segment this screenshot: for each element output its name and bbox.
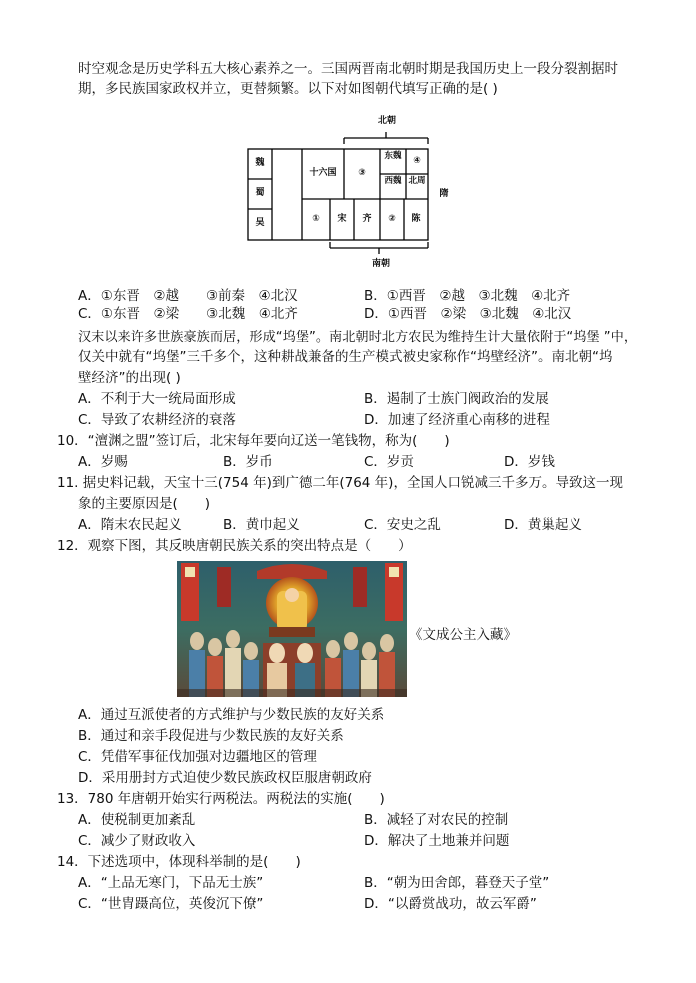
cell-song: 宋	[337, 214, 347, 224]
q11-stem-line1: 11. 据史料记载，天宝十三(754 年)到广德二年(764 年)，全国人口锐减三千多万。导致这一现	[57, 475, 623, 491]
cell-blank-4: ④	[413, 156, 421, 166]
q-wubi-stem-line1: 汉末以来许多世族豪族而居，形成“坞堡”。南北朝时北方农民为维持生计大量依附于“坞堡 ”中，	[78, 330, 638, 345]
q9-option-a[interactable]: A．①东晋 ②越 ③前秦 ④北汉	[78, 288, 298, 304]
q10-option-b[interactable]: B．岁币	[223, 454, 273, 470]
cell-blank-2: ②	[388, 214, 396, 224]
q11-option-c[interactable]: C．安史之乱	[364, 517, 441, 533]
q9-option-b[interactable]: B．①西晋 ②越 ③北魏 ④北齐	[364, 288, 571, 304]
q13-option-c[interactable]: C．减少了财政收入	[78, 833, 196, 849]
q10-stem: 10．“澶渊之盟”签订后，北宋每年要向辽送一笔钱物，称为( )	[57, 433, 450, 449]
q12-option-c[interactable]: C．凭借军事征伐加强对边疆地区的管理	[78, 749, 317, 765]
cell-wu: 吴	[255, 218, 265, 228]
q9-option-d[interactable]: D．①西晋 ②梁 ③北魏 ④北汉	[364, 306, 572, 322]
q9-stem-line2: 期，多民族国家政权并立，更替频繁。以下对如图朝代填写正确的是( )	[78, 81, 498, 97]
q13-stem: 13．780 年唐朝开始实行两税法。两税法的实施( )	[57, 791, 385, 807]
q14-option-c[interactable]: C．“世胄蹑高位，英俊沉下僚”	[78, 896, 264, 912]
q12-option-b[interactable]: B．通过和亲手段促进与少数民族的友好关系	[78, 728, 344, 744]
south-dynasties-label: 南朝	[371, 259, 390, 269]
cell-bei-zhou: 北周	[408, 176, 426, 186]
cell-blank-3: ③	[358, 168, 366, 178]
q14-option-a[interactable]: A．“上品无寒门，下品无士族”	[78, 875, 264, 891]
cell-shu: 蜀	[255, 188, 265, 198]
q11-option-a[interactable]: A．隋末农民起义	[78, 517, 182, 533]
painting-caption: 《文成公主入藏》	[409, 627, 517, 643]
cell-sixteen-kingdoms: 十六国	[309, 168, 337, 178]
q9-stem-line1: 时空观念是历史学科五大核心素养之一。三国两晋南北朝时期是我国历史上一段分裂割据时	[78, 61, 618, 77]
q12-stem: 12．观察下图，其反映唐朝民族关系的突出特点是（ ）	[57, 538, 412, 554]
cell-qi: 齐	[362, 214, 372, 224]
dynasty-diagram	[236, 108, 466, 276]
q14-stem: 14．下述选项中，体现科举制的是( )	[57, 854, 301, 870]
cell-sui: 隋	[439, 189, 449, 199]
q14-option-d[interactable]: D．“以爵赏战功，故云军爵”	[364, 896, 537, 912]
q13-option-a[interactable]: A．使税制更加紊乱	[78, 812, 196, 828]
q-wubi-option-a[interactable]: A．不利于大一统局面形成	[78, 391, 236, 407]
princess-wencheng-painting	[177, 561, 407, 697]
q9-option-c[interactable]: C．①东晋 ②梁 ③北魏 ④北齐	[78, 306, 298, 322]
cell-wei: 魏	[255, 158, 265, 168]
q11-stem-line2: 象的主要原因是( )	[78, 496, 211, 512]
cell-xi-wei: 西魏	[384, 176, 402, 186]
cell-dong-wei: 东魏	[384, 151, 402, 161]
q-wubi-stem-line3: 壁经济”的出现( )	[78, 370, 181, 386]
q10-option-a[interactable]: A．岁赐	[78, 454, 128, 470]
q13-option-b[interactable]: B．减轻了对农民的控制	[364, 812, 509, 828]
q-wubi-stem-line2: 仅关中就有“坞堡”三千多个，这种耕战兼备的生产模式被史家称作“坞壁经济”。南北朝“坞	[78, 349, 613, 365]
north-dynasties-label: 北朝	[377, 116, 396, 126]
q-wubi-option-b[interactable]: B．遏制了士族门阀政治的发展	[364, 391, 549, 407]
q13-option-d[interactable]: D．解决了土地兼并问题	[364, 833, 510, 849]
q11-option-b[interactable]: B．黄巾起义	[223, 517, 300, 533]
q11-option-d[interactable]: D．黄巢起义	[504, 517, 582, 533]
q12-option-d[interactable]: D．采用册封方式迫使少数民族政权臣服唐朝政府	[78, 770, 372, 786]
q10-option-d[interactable]: D．岁钱	[504, 454, 555, 470]
cell-blank-1: ①	[312, 214, 320, 224]
cell-chen: 陈	[411, 214, 421, 224]
q-wubi-option-c[interactable]: C．导致了农耕经济的衰落	[78, 412, 236, 428]
painting-illustration	[177, 561, 407, 697]
q12-option-a[interactable]: A．通过互派使者的方式维护与少数民族的友好关系	[78, 707, 385, 723]
q14-option-b[interactable]: B．“朝为田舍郎，暮登天子堂”	[364, 875, 550, 891]
q-wubi-option-d[interactable]: D．加速了经济重心南移的进程	[364, 412, 550, 428]
q10-option-c[interactable]: C．岁贡	[364, 454, 414, 470]
